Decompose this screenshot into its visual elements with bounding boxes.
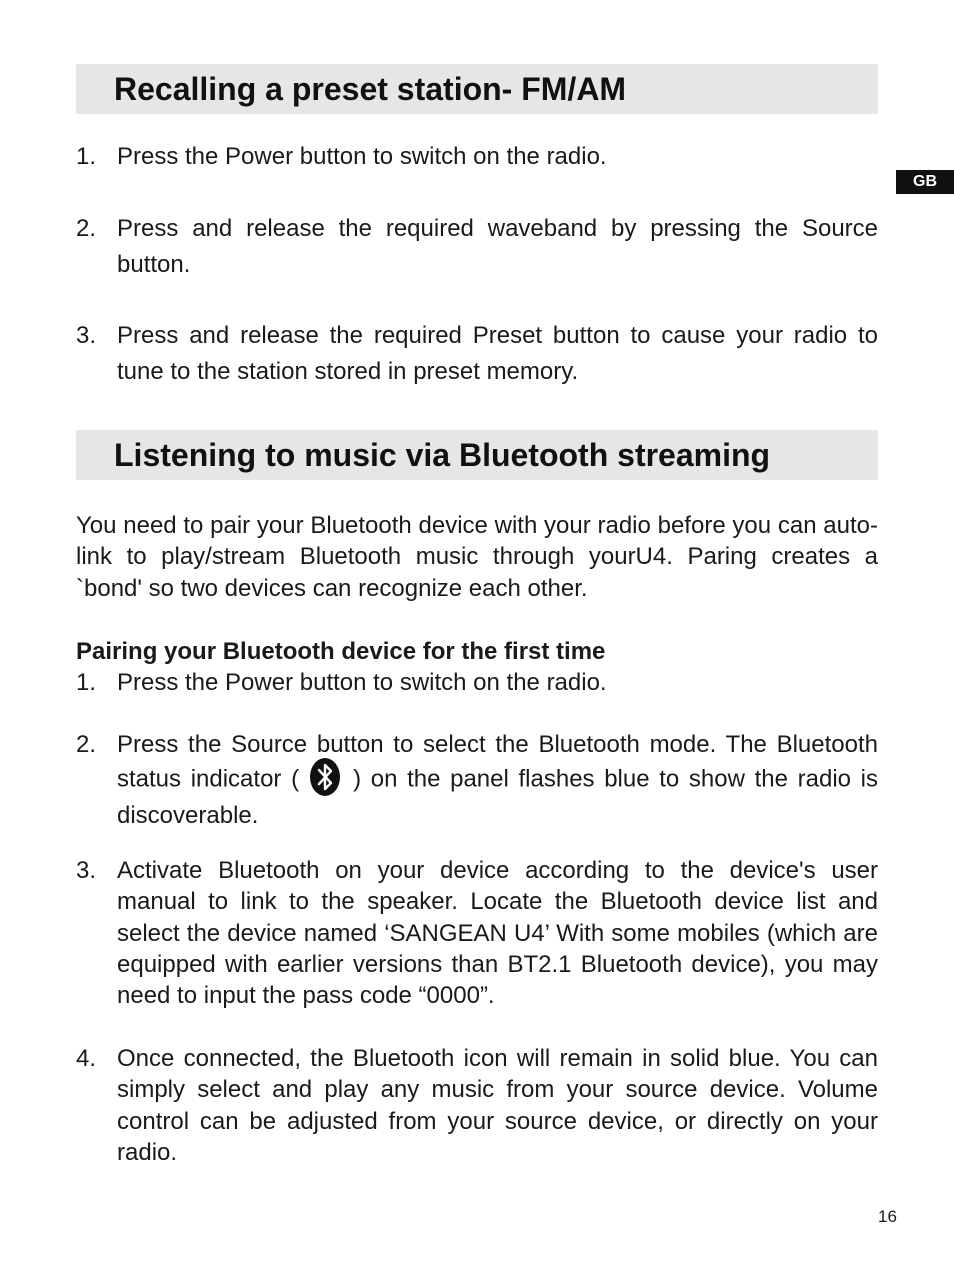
step-number: 1.: [76, 143, 97, 170]
section-title: Recalling a preset station- FM/AM: [114, 71, 627, 107]
section-header-bluetooth-streaming: [76, 430, 878, 480]
language-tab: GB: [896, 170, 954, 194]
list-item: [76, 211, 878, 283]
page-number: 16: [878, 1207, 897, 1226]
step-number: 1.: [76, 669, 97, 696]
bluetooth-icon: [309, 757, 341, 797]
step-text-after-icon: ) on the panel flashes blue to show the radio is discoverable.: [117, 765, 879, 830]
step-text: Activate Bluetooth on your device according to the device's user manual to link to the speaker. Locate the Bluetooth device list and select the device named ‘SANGEAN U4’ With some mobiles (which are equipped with earlier versions than BT2.1 Bluetooth device), you may need to input the pass code “0000”.: [117, 857, 878, 1010]
section-title: Listening to music via Bluetooth streaming: [114, 437, 771, 473]
list-item: [76, 1043, 878, 1168]
list-item: [76, 141, 878, 173]
list-item: [76, 729, 878, 832]
list-item: [76, 667, 878, 698]
step-text: Press and release the required waveband by pressing the Source button.: [117, 215, 878, 278]
step-text: Once connected, the Bluetooth icon will remain in solid blue. You can simply select and play any music from your source device. Volume control can be adjusted from your source device, or directly on your radio.: [117, 1045, 878, 1166]
step-text: Press and release the required Preset button to cause your radio to tune to the station stored in preset memory.: [117, 322, 878, 385]
step-number: 2.: [76, 215, 97, 242]
step-number: 4.: [76, 1045, 97, 1072]
list-item: [76, 318, 878, 390]
subheading: Pairing your Bluetooth device for the first time: [76, 638, 606, 665]
step-text-before-icon: Press the Source button to select the Bluetooth mode. The Bluetooth status indicator (: [117, 731, 878, 793]
step-number: 3.: [76, 857, 97, 884]
step-text: Press the Power button to switch on the radio.: [117, 669, 607, 696]
list-item: [76, 855, 878, 1011]
intro-paragraph: You need to pair your Bluetooth device with your radio before you can auto-link to play/stream Bluetooth music through yourU4. Paring creates a `bond' so two devices can recognize each other.: [76, 512, 878, 602]
step-number: 2.: [76, 731, 97, 758]
step-text: Press the Power button to switch on the radio.: [117, 143, 607, 170]
section-header-recalling-preset: [76, 64, 878, 114]
step-number: 3.: [76, 322, 97, 349]
step-text: [117, 729, 878, 832]
